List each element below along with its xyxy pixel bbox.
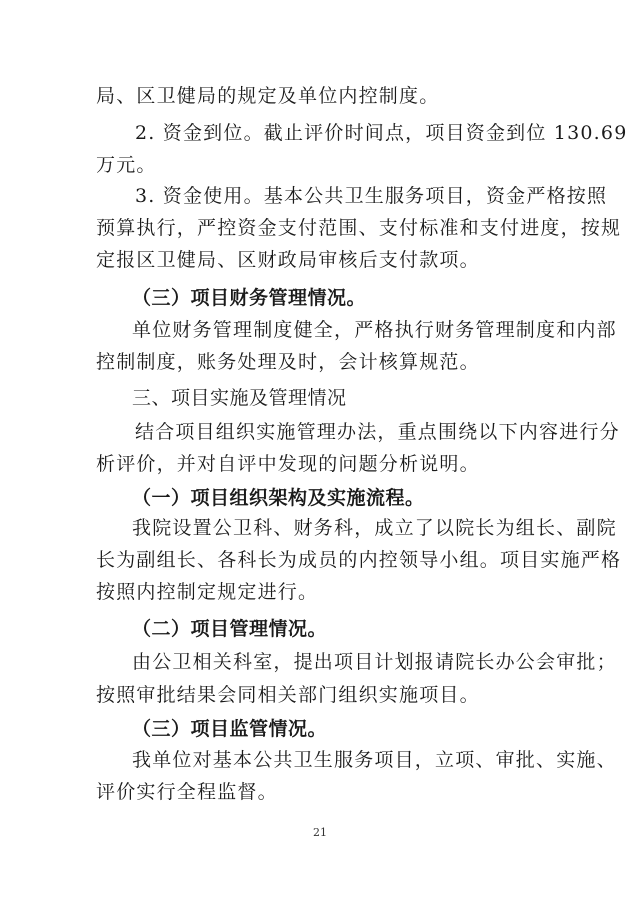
body-text-line: 长为副组长、各科长为成员的内控领导小组。项目实施严格 <box>96 549 622 571</box>
body-text-line: 万元。 <box>96 154 157 176</box>
subheading-project-management: （二）项目管理情况。 <box>132 618 328 640</box>
subheading-financial-management: （三）项目财务管理情况。 <box>132 287 367 309</box>
numbered-item-funds-usage: 3. 资金使用。基本公共卫生服务项目，资金严格按照 <box>135 185 608 207</box>
body-text-line: 局、区卫健局的规定及单位内控制度。 <box>96 85 440 107</box>
body-text-line: 预算执行，严控资金支付范围、支付标准和支付进度，按规 <box>96 217 622 239</box>
body-text-line: 按照内控制定规定进行。 <box>96 581 319 603</box>
body-text-line: 结合项目组织实施管理办法，重点围绕以下内容进行分 <box>135 421 620 443</box>
body-text-line: 单位财务管理制度健全，严格执行财务管理制度和内部 <box>132 319 617 341</box>
body-text-line: 控制制度，账务处理及时，会计核算规范。 <box>96 351 480 373</box>
body-text-line: 析评价，并对自评中发现的问题分析说明。 <box>96 453 480 475</box>
subheading-supervision: （三）项目监管情况。 <box>132 718 328 740</box>
body-text-line: 评价实行全程监督。 <box>96 781 278 803</box>
body-text-line: 由公卫相关科室，提出项目计划报请院长办公会审批； <box>132 651 617 673</box>
body-text-line: 定报区卫健局、区财政局审核后支付款项。 <box>96 249 480 271</box>
numbered-item-funds-arrival: 2. 资金到位。截止评价时间点，项目资金到位 130.69 <box>135 122 628 144</box>
body-text-line: 我院设置公卫科、财务科，成立了以院长为组长、副院 <box>132 517 617 539</box>
section-heading-implementation: 三、项目实施及管理情况 <box>132 387 347 409</box>
body-text-line: 按照审批结果会同相关部门组织实施项目。 <box>96 684 480 706</box>
body-text-line: 我单位对基本公共卫生服务项目，立项、审批、实施、 <box>132 749 617 771</box>
subheading-organization: （一）项目组织架构及实施流程。 <box>132 487 425 509</box>
page-number: 21 <box>313 826 327 839</box>
